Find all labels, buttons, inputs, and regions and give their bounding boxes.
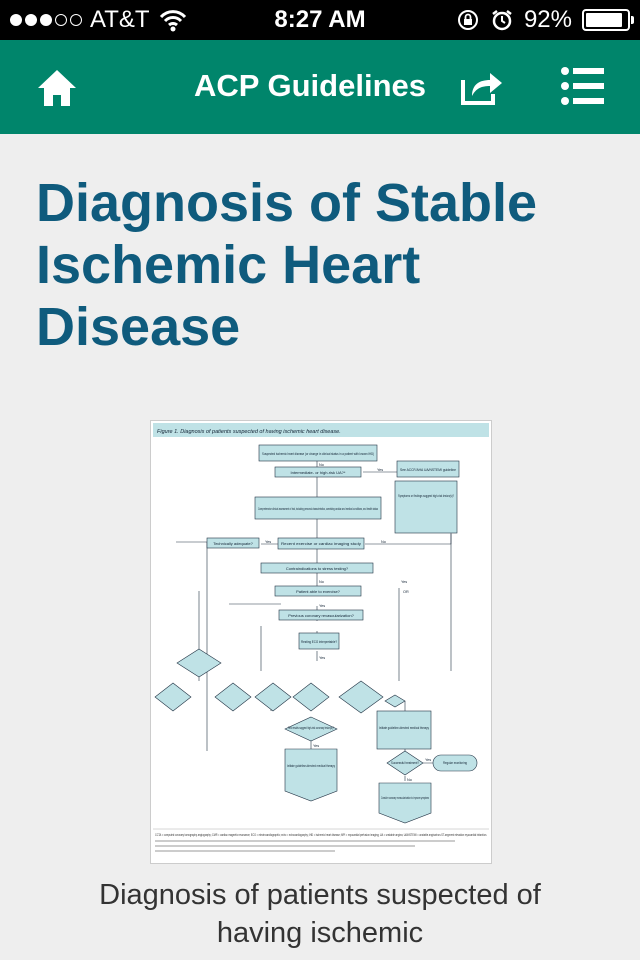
node-revasc [379, 783, 431, 823]
node-symptoms-label: Symptoms or findings suggest high-risk lesion(s)? [398, 493, 455, 498]
node-revasc-label: Consider coronary revascularization to improve symptoms [381, 795, 429, 800]
status-right [456, 6, 630, 34]
label-yes-5: Yes [319, 656, 326, 660]
share-button[interactable] [460, 68, 504, 106]
footnote-line-4 [155, 850, 335, 852]
decision-pharm-cmr [215, 683, 251, 711]
app-header [0, 40, 640, 134]
node-able-label: Patient able to exercise? [296, 589, 340, 594]
figure-caption: Diagnosis of patients suspected of having ischemic [99, 879, 541, 949]
label-yes-4: Yes [319, 604, 326, 608]
node-contra-label: Contraindications to stress testing? [285, 566, 349, 571]
share-icon [460, 68, 504, 106]
node-gdmt-right-label: Initiate guideline-directed medical therapy [379, 725, 429, 730]
decision-ccta [385, 695, 405, 707]
node-risk-ua-label: Intermediate- or high-risk UA?* [290, 470, 346, 475]
label-yes-1: Yes [377, 468, 384, 472]
alarm-icon [490, 8, 514, 32]
node-gdmt-left [285, 749, 337, 801]
carrier-name: AT&T [90, 6, 150, 33]
list-menu-icon [560, 66, 606, 106]
menu-button[interactable] [560, 66, 606, 106]
battery-percent: 92% [523, 6, 572, 33]
node-prev-label: Previous coronary revascularization? [288, 613, 354, 618]
label-yes-7: Yes [425, 758, 432, 762]
label-yes-6: Yes [313, 744, 320, 748]
label-yes-3: Yes [401, 580, 408, 584]
footnote-line-3 [155, 845, 415, 847]
node-recent-label: Recent exercise or cardiac imaging study [281, 541, 361, 546]
rotation-lock-icon [456, 8, 480, 32]
decision-success-label: Successful treatment? [391, 761, 420, 765]
decision-pharm-echo [155, 683, 191, 711]
label-no-2: No [381, 540, 386, 544]
decision-exercise-ecg-2 [293, 683, 329, 711]
label-or: OR [403, 590, 409, 594]
figure-heading: Figure 1. Diagnosis of patients suspected of having ischemic heart disease. [157, 429, 341, 435]
battery-level [586, 13, 622, 27]
footnote-line-2 [155, 840, 455, 842]
node-symptoms [395, 481, 457, 533]
battery-icon [582, 9, 630, 31]
node-gdmt-right [377, 711, 431, 749]
flowchart-figure[interactable] [150, 420, 492, 864]
status-time: 8:27 AM [274, 6, 366, 33]
label-no-1: No [319, 463, 324, 467]
article-content[interactable] [0, 134, 640, 960]
node-monitor-label: Regular monitoring [443, 760, 467, 765]
label-no-3: No [319, 580, 324, 584]
node-resting-label: Resting ECG interpretable? [301, 639, 338, 644]
decision-pharm-stress [177, 649, 221, 677]
figure-footnote: CCTA = computed coronary tomography angiography; CMR = cardiac magnetic resonance; ECG = electrocardiographic; echo = echocardiography; IHD = ischemic heart disease; MPI = myocardial perfusion imaging; UA = unstable angina; UA/NSTEMI = unstable angina/non-ST-segment elevation myocardial infarction. [155, 833, 487, 837]
label-yes-2: Yes [265, 540, 272, 544]
node-gdmt-left-label: Initiate guideline-directed medical therapy [287, 763, 335, 768]
decision-exercise-ecg [255, 683, 291, 711]
decision-tests-label: Test results suggest high-risk coronary lesion(s)? [288, 726, 335, 730]
node-see-acc-label: See ACCF/AHA UA/NSTEMI guideline [400, 467, 457, 472]
node-technically-label: Technically adequate? [213, 541, 253, 546]
article-title: Diagnosis of Stable Ischemic Heart Disease [36, 173, 538, 357]
decision-mpi-echo [339, 681, 383, 713]
flowchart-diagram [151, 421, 491, 863]
status-bar [0, 0, 640, 40]
app-title: ACP Guidelines [194, 68, 426, 103]
node-start-label: Suspected ischemic heart disease (or change in clinical status in a patient with known IHD) [262, 451, 375, 456]
node-clinical-label: Comprehensive clinical assessment of risk, including personal characteristics, coexisting cardiac and medical conditions, and health status [258, 506, 378, 511]
label-no-4: No [407, 778, 412, 782]
